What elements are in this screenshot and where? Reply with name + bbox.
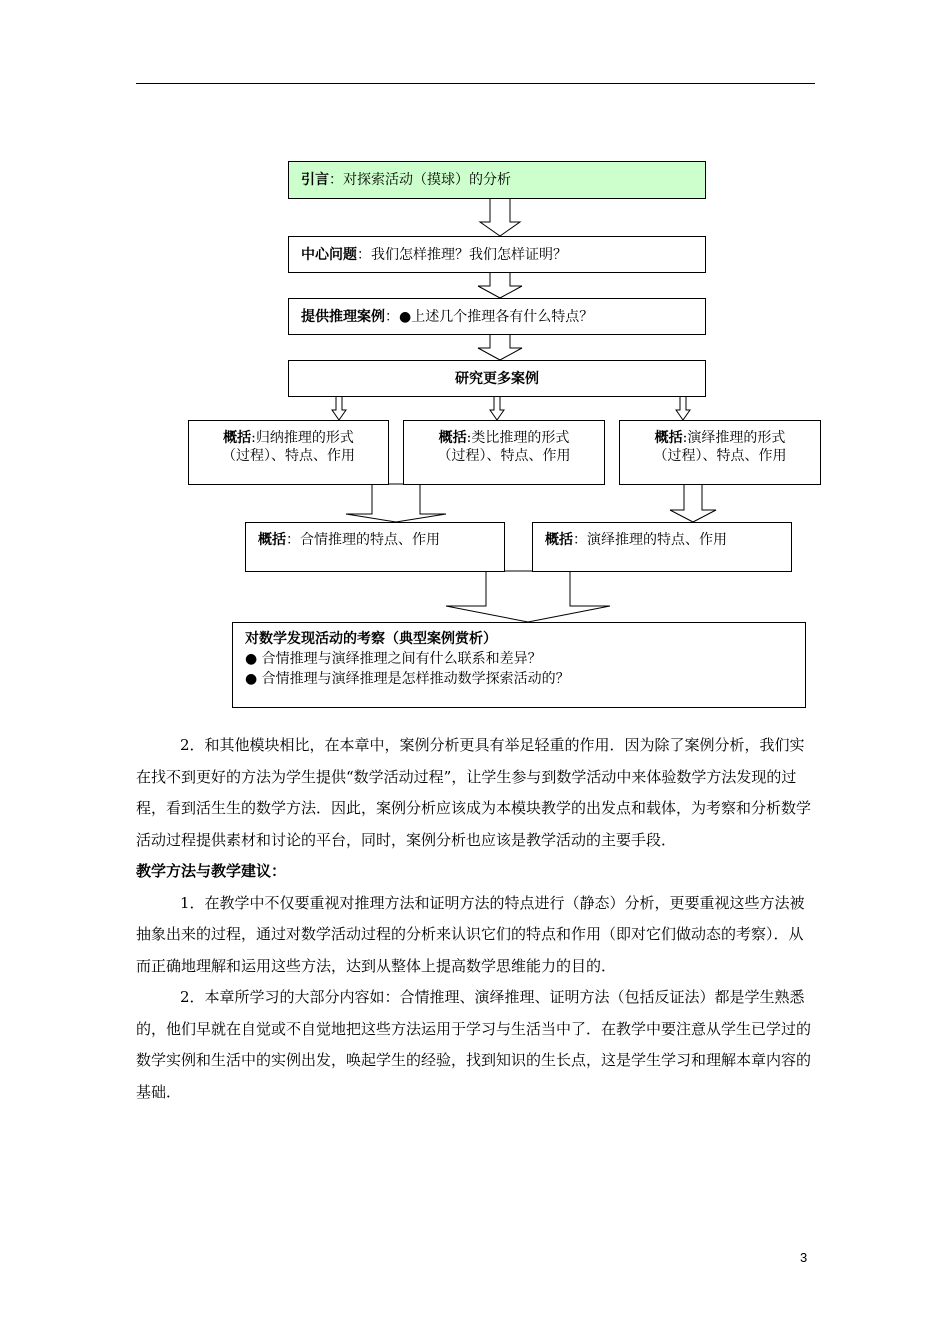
central-question-box <box>288 236 706 273</box>
deductive-summary-label: 概括 <box>545 532 573 548</box>
analogy-label: 概括 <box>438 430 467 446</box>
deductive-summary-text: ：演绎推理的特点、作用 <box>573 532 727 548</box>
plausible-summary-box <box>245 522 505 572</box>
paragraph-method-2: 2．本章所学习的大部分内容如：合情推理、演绎推理、证明方法（包括反证法）都是学生熟悉的，他们早就在自觉或不自觉地把这些方法运用于学习与生活当中了．在教学中要注意从学生已学过的数学实例和生活中的实例出发，唤起学生的经验，找到知识的生长点，这是学生学习和理解本章内容的基础． <box>136 988 812 1101</box>
arrow-more-deduction <box>676 396 690 420</box>
deduction-line1: :演绎推理的形式 <box>682 430 786 446</box>
final-box <box>232 622 806 708</box>
section-heading: 教学方法与教学建议： <box>136 862 287 880</box>
arrow-merge-plausible <box>346 484 446 522</box>
intro-text: ：对探索活动（摸球）的分析 <box>329 172 511 188</box>
cases-box <box>288 298 706 335</box>
more-cases-box <box>288 360 706 397</box>
paragraph-method-1: 1．在教学中不仅要重视对推理方法和证明方法的特点进行（静态）分析，更要重视这些方法被抽象出来的过程，通过对数学活动过程的分析来认识它们的特点和作用（即对它们做动态的考察）．从而正确地理解和运用这些方法，达到从整体上提高数学思维能力的目的． <box>136 893 805 975</box>
deductive-summary-box <box>532 522 792 572</box>
induction-box <box>188 420 389 485</box>
more-cases-label: 研究更多案例 <box>455 370 539 387</box>
induction-line2: （过程）、特点、作用 <box>222 448 355 464</box>
arrow-more-analogy <box>490 396 504 420</box>
body-text <box>136 730 816 1108</box>
plausible-summary-label: 概括 <box>258 532 286 548</box>
arrow-more-induction <box>332 396 346 420</box>
analogy-box <box>403 420 605 485</box>
paragraph-case-analysis: 2．和其他模块相比，在本章中，案例分析更具有举足轻重的作用．因为除了案例分析，我们实在找不到更好的方法为学生提供“数学活动过程”，让学生参与到数学活动中来体验数学方法发现的过程，看到活生生的数学方法．因此，案例分析应该成为本模块教学的出发点和载体，为考察和分析数学活动过程提供素材和讨论的平台，同时，案例分析也应该是教学活动的主要手段． <box>136 736 812 849</box>
induction-label: 概括 <box>223 430 252 446</box>
arrow-central-cases <box>478 272 522 298</box>
induction-line1: :归纳推理的形式 <box>251 430 354 446</box>
deduction-line2: （过程）、特点、作用 <box>653 448 787 464</box>
analogy-line1: :类比推理的形式 <box>466 430 570 446</box>
arrow-deduction-summary <box>670 484 716 522</box>
deduction-box <box>619 420 821 485</box>
intro-box <box>288 161 706 199</box>
cases-label: 提供推理案例 <box>301 308 385 325</box>
cases-text: ：●上述几个推理各有什么特点？ <box>385 308 594 325</box>
deduction-label: 概括 <box>654 430 683 446</box>
central-text: ：我们怎样推理？我们怎样证明？ <box>357 246 567 263</box>
arrow-merge-final <box>446 571 610 622</box>
final-question-2: ● 合情推理与演绎推理是怎样推动数学探索活动的？ <box>245 671 570 687</box>
intro-label: 引言 <box>301 172 329 188</box>
arrow-intro-central <box>480 198 520 236</box>
page-number: 3 <box>800 1250 808 1265</box>
arrow-cases-more <box>478 334 522 360</box>
plausible-summary-text: ：合情推理的特点、作用 <box>286 532 440 548</box>
analogy-line2: （过程）、特点、作用 <box>437 448 571 464</box>
central-label: 中心问题 <box>301 246 357 263</box>
final-question-1: ● 合情推理与演绎推理之间有什么联系和差异？ <box>245 651 542 667</box>
final-title: 对数学发现活动的考察（典型案例赏析） <box>245 631 497 647</box>
